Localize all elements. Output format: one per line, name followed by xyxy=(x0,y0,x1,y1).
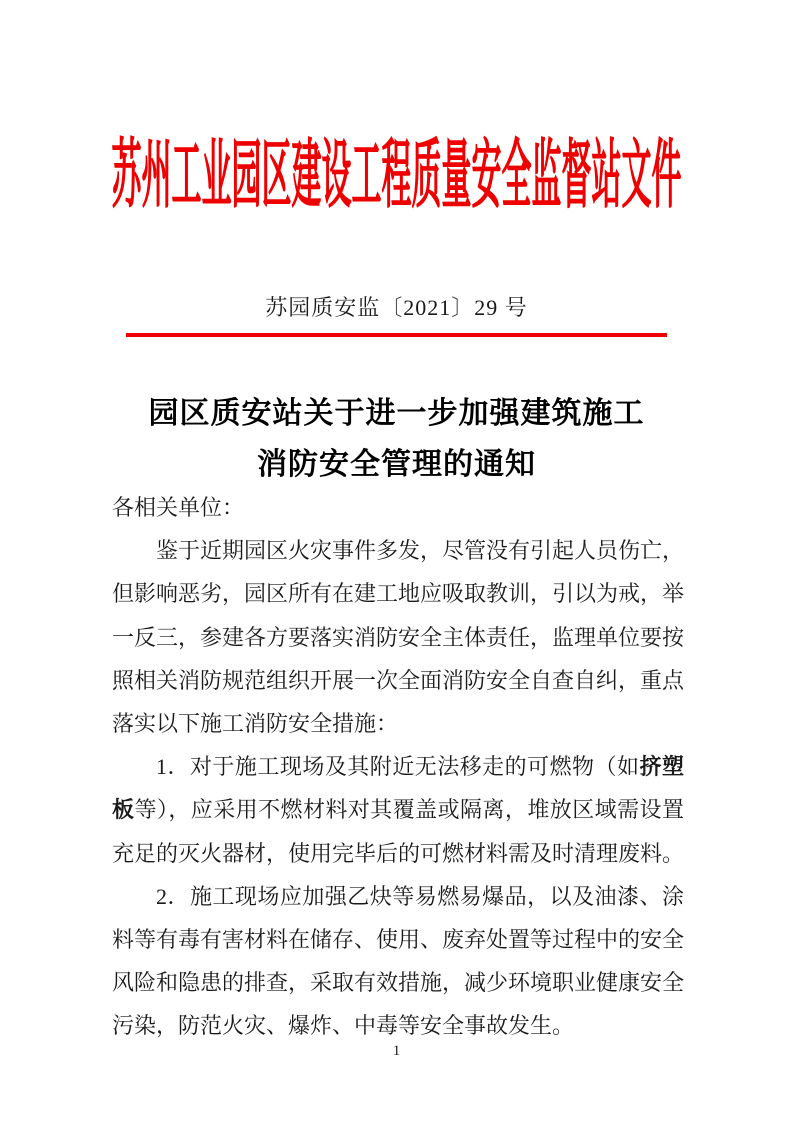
body-text-bold: 挤塑板 xyxy=(112,754,684,823)
red-divider-line xyxy=(126,333,667,337)
document-number: 苏园质安监〔2021〕29 号 xyxy=(265,295,528,320)
notice-title xyxy=(0,388,793,490)
body-paragraph xyxy=(112,486,684,529)
body-text: 鉴于近期园区火灾事件多发，尽管没有引起人员伤亡，但影响恶劣，园区所有在建工地应吸取教训，引以为戒，举一反三，参建各方要落实消防安全主体责任，监理单位要按照相关消防规范组织开展一次全面消防安全自查自纠，重点落实以下施工消防安全措施： xyxy=(112,538,685,737)
body-paragraph xyxy=(112,529,684,745)
body-paragraph xyxy=(112,875,684,1048)
body-text: 各相关单位： xyxy=(112,495,245,520)
notice-body xyxy=(112,486,684,1048)
notice-title-line1: 园区质安站关于进一步加强建筑施工 xyxy=(148,397,645,430)
page-number: 1 xyxy=(392,1043,401,1059)
document-red-header xyxy=(0,126,793,218)
body-paragraph xyxy=(112,745,684,875)
body-text: 1．对于施工现场及其附近无法移走的可燃物（如 xyxy=(156,754,640,780)
notice-title-line2: 消防安全管理的通知 xyxy=(257,448,536,481)
body-text: 2．施工现场应加强乙炔等易燃易爆品，以及油漆、涂料等有毒有害材料在储存、使用、废弃处置等过程中的安全风险和隐患的排查，采取有效措施，减少环境职业健康安全污染，防范火灾、爆炸、中毒等安全事故发生。 xyxy=(112,883,685,1039)
issuing-authority-title: 苏州工业园区建设工程质量安全监督站文件 xyxy=(111,135,682,218)
body-text: 等），应采用不燃材料对其覆盖或隔离，堆放区域需设置充足的灭火器材，使用完毕后的可燃材料需及时清理废料。 xyxy=(112,797,685,866)
